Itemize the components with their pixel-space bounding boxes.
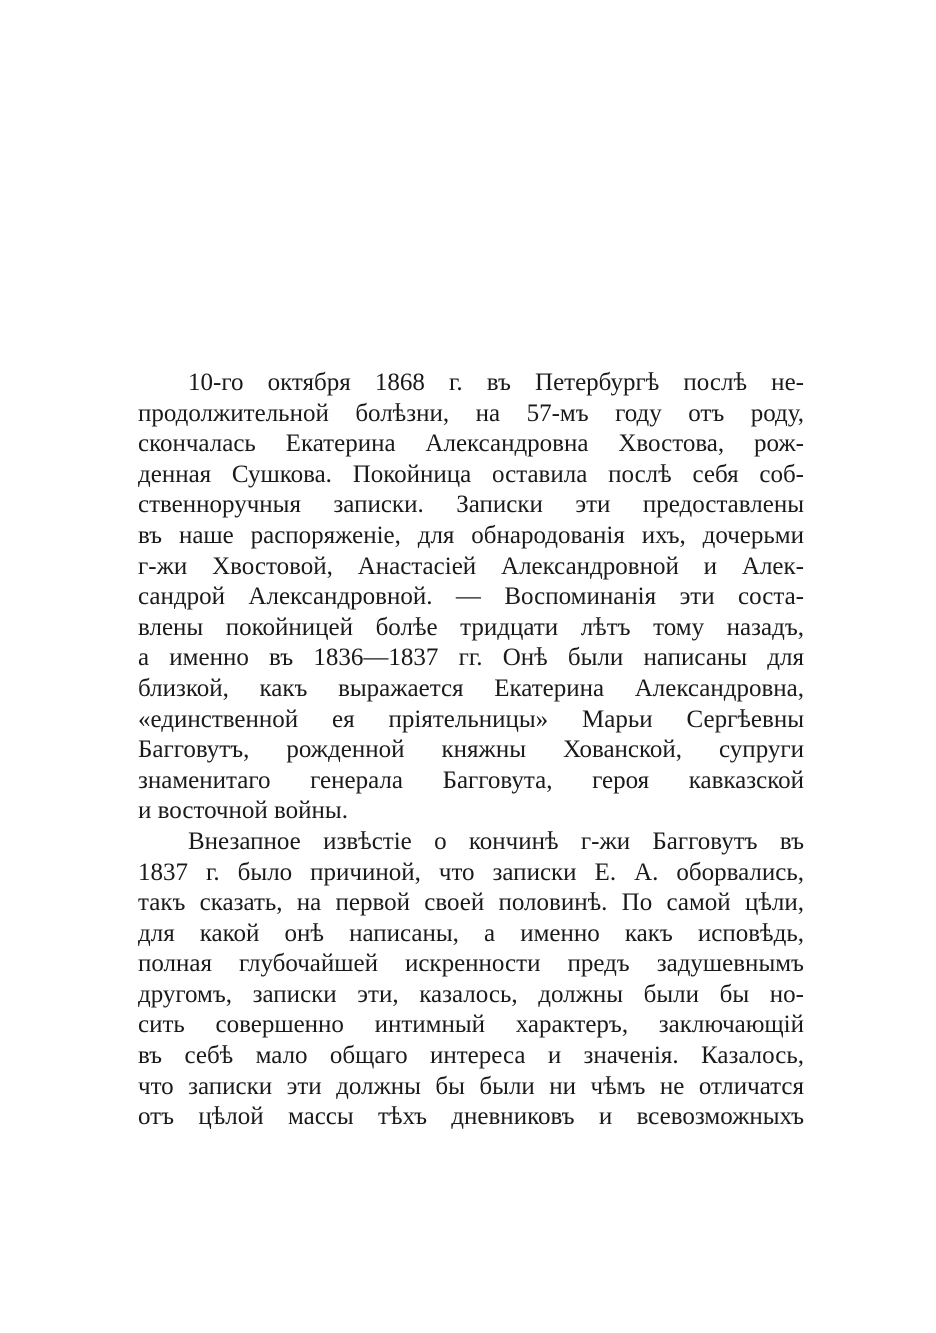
text-line: сандрой Александровной. — Воспоминанія эти соста-: [138, 583, 804, 611]
text-line: и восточной войны.: [138, 797, 348, 825]
text-line: для какой онѣ написаны, а именно какъ исповѣдь,: [138, 919, 804, 947]
text-line: влены покойницей болѣе тридцати лѣтъ тому назадъ,: [138, 613, 804, 641]
text-line: отъ цѣлой массы тѣхъ дневниковъ и всевозможныхъ: [138, 1103, 804, 1131]
text-line: Внезапное извѣстіе о кончинѣ г-жи Багговутъ въ: [188, 827, 804, 855]
text-line: 10-го октября 1868 г. въ Петербургѣ послѣ не-: [188, 369, 804, 396]
paragraph-1: [138, 368, 804, 827]
text-line: продолжительной болѣзни, на 57-мъ году отъ роду,: [138, 399, 804, 427]
text-line: въ себѣ мало общаго интереса и значенія. Казалось,: [138, 1042, 804, 1070]
text-line: денная Сушкова. Покойница оставила послѣ себя соб-: [138, 460, 804, 488]
text-line: сить совершенно интимный характеръ, заключающій: [138, 1011, 804, 1039]
text-line: 1837 г. было причиной, что записки Е. А. оборвались,: [138, 858, 804, 886]
text-line: ственноручныя записки. Записки эти предоставлены: [138, 491, 804, 519]
text-line: близкой, какъ выражается Екатерина Александровна,: [138, 674, 804, 702]
text-line: такъ сказать, на первой своей половинѣ. По самой цѣли,: [138, 889, 804, 917]
text-line: Багговутъ, рожденной княжны Хованской, супруги: [138, 736, 804, 764]
text-line: знаменитаго генерала Багговута, героя кавказской: [138, 766, 804, 794]
text-line: въ наше распоряженіе, для обнародованія ихъ, дочерьми: [138, 521, 804, 549]
body-text: [138, 368, 804, 1133]
text-line: г-жи Хвостовой, Анастасіей Александровной и Алек-: [138, 552, 804, 580]
text-line: что записки эти должны бы были ни чѣмъ не отличатся: [138, 1072, 804, 1100]
paragraph-2: [138, 827, 804, 1133]
text-line: скончалась Екатерина Александровна Хвостова, рож-: [138, 430, 804, 458]
text-line: другомъ, записки эти, казалось, должны были бы но-: [138, 980, 804, 1008]
text-line: а именно въ 1836—1837 гг. Онѣ были написаны для: [138, 644, 804, 672]
text-line: полная глубочайшей искренности предъ задушевнымъ: [138, 950, 804, 978]
text-line: «единственной ея пріятельницы» Марьи Сергѣевны: [138, 705, 804, 733]
